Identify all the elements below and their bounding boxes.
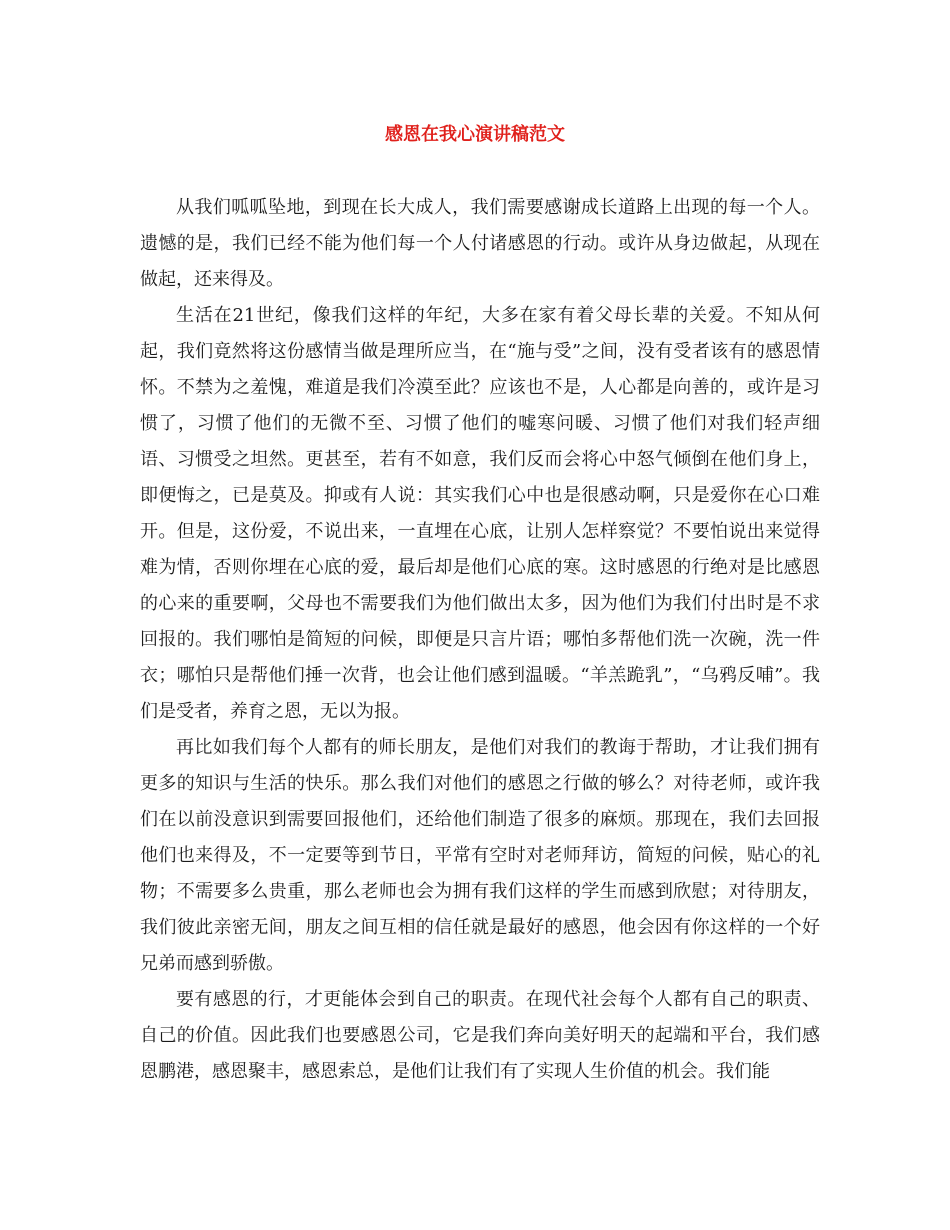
- document-body: [140, 190, 820, 1090]
- page-title: 感恩在我心演讲稿范文: [385, 124, 565, 145]
- paragraph-3: 再比如我们每个人都有的师长朋友，是他们对我们的教诲于帮助，才让我们拥有更多的知识与生活的快乐。那么我们对他们的感恩之行做的够么？对待老师，或许我们在以前没意识到需要回报他们，还给他们制造了很多的麻烦。那现在，我们去回报他们也来得及，不一定要等到节日，平常有空时对老师拜访，简短的问候，贴心的礼物；不需要多么贵重，那么老师也会为拥有我们这样的学生而感到欣慰；对待朋友，我们彼此亲密无间，朋友之间互相的信任就是最好的感恩，他会因有你这样的一个好兄弟而感到骄傲。: [140, 737, 820, 974]
- paragraph-2: 生活在21世纪，像我们这样的年纪，大多在家有着父母长辈的关爱。不知从何起，我们竟然将这份感情当做是理所应当，在“施与受”之间，没有受者该有的感恩情怀。不禁为之羞愧，难道是我们冷漠至此？应该也不是，人心都是向善的，或许是习惯了，习惯了他们的无微不至、习惯了他们的嘘寒问暖、习惯了他们对我们轻声细语、习惯受之坦然。更甚至，若有不如意，我们反而会将心中怒气倾倒在他们身上，即便悔之，已是莫及。抑或有人说：其实我们心中也是很感动啊，只是爱你在心口难开。但是，这份爱，不说出来，一直埋在心底，让别人怎样察觉？不要怕说出来觉得难为情，否则你埋在心底的爱，最后却是他们心底的寒。这时感恩的行绝对是比感恩的心来的重要啊，父母也不需要我们为他们做出太多，因为他们为我们付出时是不求回报的。我们哪怕是简短的问候，即便是只言片语；哪怕多帮他们洗一次碗，洗一件衣；哪怕只是帮他们捶一次背，也会让他们感到温暖。“羊羔跪乳”，“乌鸦反哺”。我们是受者，养育之恩，无以为报。: [140, 305, 820, 722]
- paragraph-1: 从我们呱呱坠地，到现在长大成人，我们需要感谢成长道路上出现的每一个人。遗憾的是，我们已经不能为他们每一个人付诸感恩的行动。或许从身边做起，从现在做起，还来得及。: [140, 197, 820, 290]
- paragraph-4: 要有感恩的行，才更能体会到自己的职责。在现代社会每个人都有自己的职责、自己的价值。因此我们也要感恩公司，它是我们奔向美好明天的起端和平台，我们感恩鹏港，感恩聚丰，感恩索总，是他们让我们有了实现人生价值的机会。我们能: [140, 989, 820, 1082]
